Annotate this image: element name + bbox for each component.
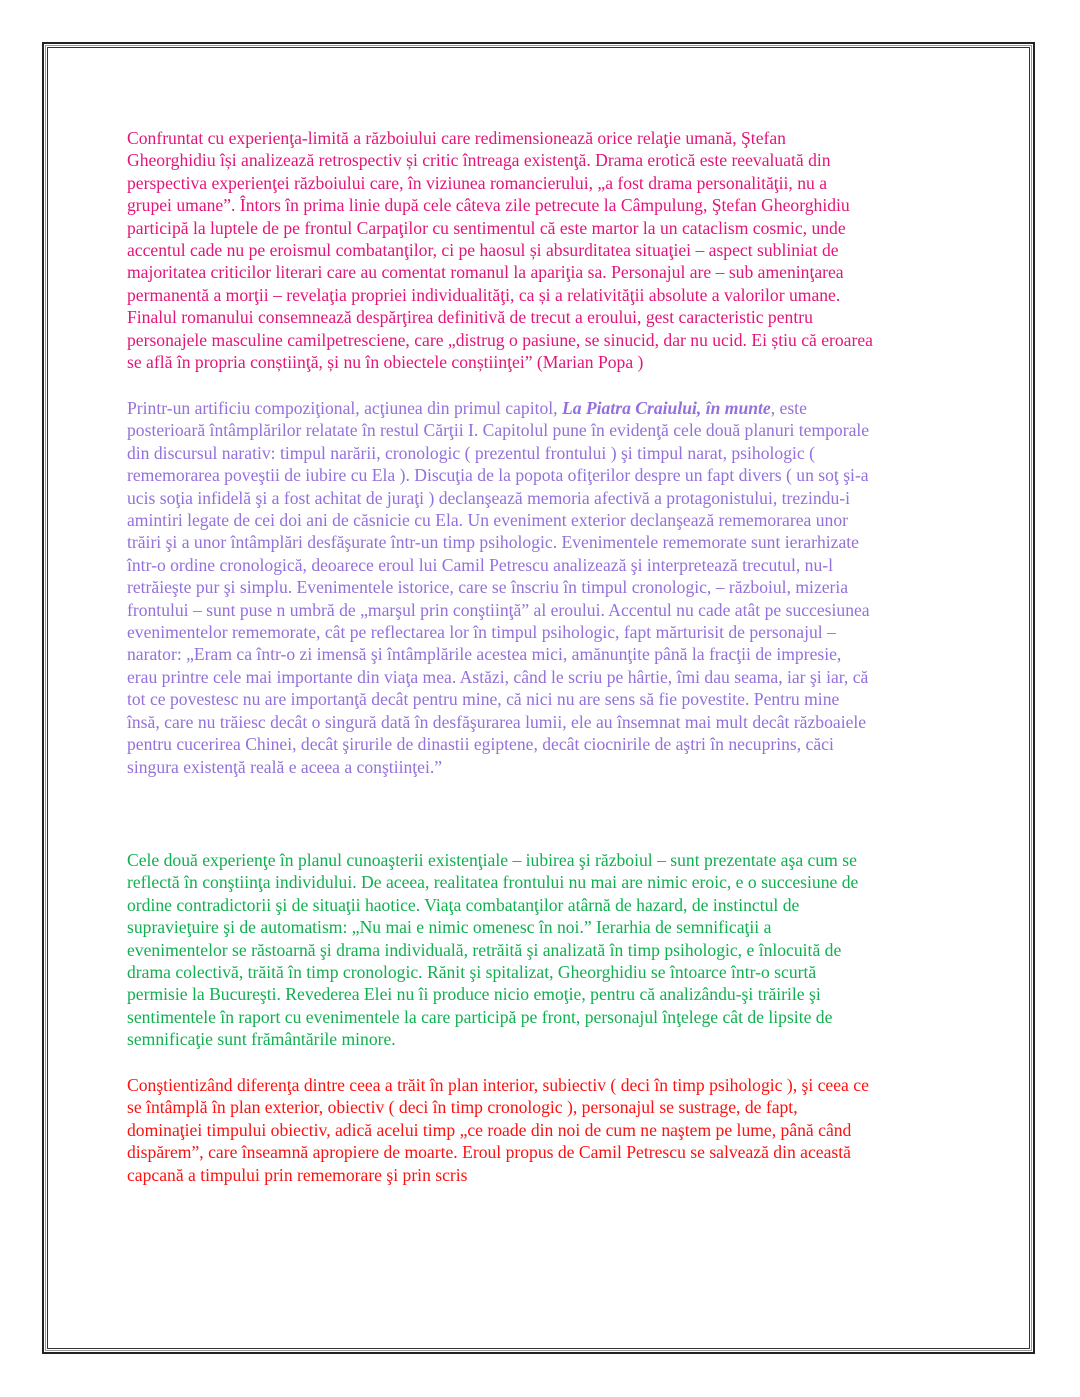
paragraph-line <box>127 397 870 419</box>
paragraph-line: din discursul narativ: timpul narării, cronologic ( prezentul frontului ) şi timpul narat, psihologic ( <box>127 442 815 463</box>
paragraph-time-awareness <box>127 1074 869 1186</box>
paragraph-line: Conştientizând diferenţa dintre ceea a trăit în plan interior, subiectiv ( deci în timp psihologic ), şi ceea ce <box>127 1075 869 1095</box>
paragraph-line: se întâmplă în plan exterior, obiectiv ( deci în timp cronologic ), personajul se sustrage, de fapt, <box>127 1097 798 1118</box>
paragraph-line: rememorarea poveştii de iubire cu Ela ). Discuţia de la popota ofiţerilor despre un fapt divers ( un soţ şi-a <box>127 465 869 486</box>
paragraph-line: Gheorghidiu își analizează retrospectiv și critic întreaga existenţă. Drama erotică este reevaluată din <box>127 150 831 171</box>
paragraph-line: retrăieşte pur şi simplu. Evenimentele istorice, care se înscriu în timpul cronologic, – războiul, mizeria <box>127 577 849 598</box>
paragraph-line: grupei umane”. Întors în prima linie după cele câteva zile petrecute la Câmpulung, Ştefan Gheorghidiu <box>127 195 850 216</box>
paragraph-composition <box>127 397 870 778</box>
paragraph-line: personajele masculine camilpetresciene, care „distrug o pasiune, se sinucid, dar nu ucid. Ei știu că eroarea <box>127 329 873 350</box>
paragraph-line: Confruntat cu experienţa-limită a războiului care redimensionează orice relaţie umană, Ştefan <box>127 128 786 148</box>
paragraph-line: permisie la Bucureşti. Revederea Elei nu îi produce nicio emoţie, pentru că analizându-şi trăirile şi <box>127 984 821 1005</box>
text-segment: Printr-un artificiu compoziţional, acţiunea din primul capitol, <box>127 398 562 418</box>
paragraph-line: evenimentelor se răstoarnă şi drama individuală, retrăită şi analizată în timp psihologic, e înlocuită de <box>127 939 842 960</box>
paragraph-line: majoritatea criticilor literari care au comentat romanul la apariţia sa. Personajul are – sub ameninţarea <box>127 262 844 283</box>
paragraph-line: trăiri şi a unor întâmplări desfăşurate într-un timp psihologic. Evenimentele rememorate sunt ierarhizate <box>127 532 859 553</box>
paragraph-line: Finalul romanului consemnează despărţirea definitivă de trecut a eroului, gest caracteristic pentru <box>127 307 813 328</box>
text-segment: , este <box>770 398 807 418</box>
paragraph-line: evenimentelor rememorate, cât pe reflectarea lor în timpul psihologic, fapt mărturisit de personajul – <box>127 622 836 643</box>
paragraph-line: pentru cucerirea Chinei, decât şirurile de dinastii egiptene, decât ciocnirile de aştri în necuprins, căci <box>127 734 834 755</box>
paragraph-line: permanentă a morţii – revelaţia propriei individualităţi, ca și a relativităţii absolute a valorilor umane. <box>127 284 841 305</box>
paragraph-line: ucis soţia infidelă şi a fost achitat de juraţi ) declanşează memoria afectivă a protagonistului, trezindu-i <box>127 487 851 508</box>
paragraph-line: singura existenţă reală e aceea a conştiinţei.” <box>127 756 443 777</box>
paragraph-line: dispărem”, care înseamnă apropiere de moarte. Eroul propus de Camil Petrescu se salvează din această <box>127 1142 851 1163</box>
paragraph-line: frontului – sunt puse n umbră de „marşul prin conştiinţă” al eroului. Accentul nu cade atât pe succesiunea <box>127 599 870 620</box>
paragraph-line: semnificaţie sunt frământările minore. <box>127 1029 396 1050</box>
paragraph-line: perspectiva experienţei războiului care, în viziunea romancierului, „a fost drama personalităţii, nu a <box>127 172 828 193</box>
paragraph-line: ordine contradictorii şi de situaţii haotice. Viaţa combatanţilor atârnă de hazard, de instinctul de <box>127 894 800 915</box>
chapter-title: La Piatra Craiului, în munte <box>561 398 771 418</box>
paragraph-line: însă, care nu trăiesc decât o singură dată în desfăşurarea lumii, ele au însemnat mai mult decât războaiele <box>127 711 867 732</box>
paragraph-line: într-o ordine cronologică, deoarece eroul lui Camil Petrescu analizează şi interpretează trecutul, nu-l <box>127 554 834 575</box>
paragraph-line: supravieţuire şi de automatism: „Nu mai e nimic omenesc în noi.” Ierarhia de semnificaţii a <box>127 917 772 938</box>
paragraph-body <box>127 419 870 778</box>
paragraph-line: erau printre cele mai importante din viaţa mea. Astăzi, când le scriu pe hârtie, îmi dau seama, iar şi iar, că <box>127 666 869 687</box>
paragraph-line: accentul cade nu pe eroismul combatanţilor, ci pe haosul și absurditatea situaţiei – aspect subliniat de <box>127 240 839 261</box>
paragraph-line: participă la luptele de pe frontul Carpaţilor cu sentimentul că este martor la un cataclism cosmic, unde <box>127 217 846 238</box>
paragraph-line: sentimentele în raport cu evenimentele la care participă pe front, personajul înţelege cât de lipsite de <box>127 1006 833 1027</box>
paragraph-line: amintiri legate de cei doi ani de căsnicie cu Ela. Un eveniment exterior declanşează rememorarea unor <box>127 510 848 531</box>
paragraph-line: reflectă în conştiinţa individului. De aceea, realitatea frontului nu mai are nimic eroic, e o succesiune de <box>127 872 859 893</box>
paragraph-two-experiences <box>127 849 858 1051</box>
paragraph-line: narator: „Eram ca într-o zi imensă şi întâmplările acestea mici, amănunţite până la fracţii de impresie, <box>127 644 842 665</box>
paragraph-line: posterioară întâmplărilor relatate în restul Cărţii I. Capitolul pune în evidenţă cele două planuri temporale <box>127 420 870 441</box>
paragraph-line: drama colectivă, trăită în timp cronologic. Rănit şi spitalizat, Gheorghidiu se întoarce într-o scurtă <box>127 962 817 983</box>
paragraph-war-experience <box>127 127 873 373</box>
paragraph-line: se află în propria conștiinţă, și nu în obiectele conștiinţei” (Marian Popa ) <box>127 352 644 373</box>
paragraph-line: dominaţiei timpului obiectiv, adică acelui timp „ce roade din noi de cum ne naştem pe lume, până când <box>127 1119 852 1140</box>
paragraph-line: capcană a timpului prin rememorare şi prin scris <box>127 1164 468 1185</box>
paragraph-line: Cele două experienţe în planul cunoaşterii existenţiale – iubirea şi războiul – sunt prezentate aşa cum se <box>127 850 857 870</box>
paragraph-line: tot ce povestesc nu are importanţă decât pentru mine, că nici nu are sens să fie povestite. Pentru mine <box>127 689 840 710</box>
